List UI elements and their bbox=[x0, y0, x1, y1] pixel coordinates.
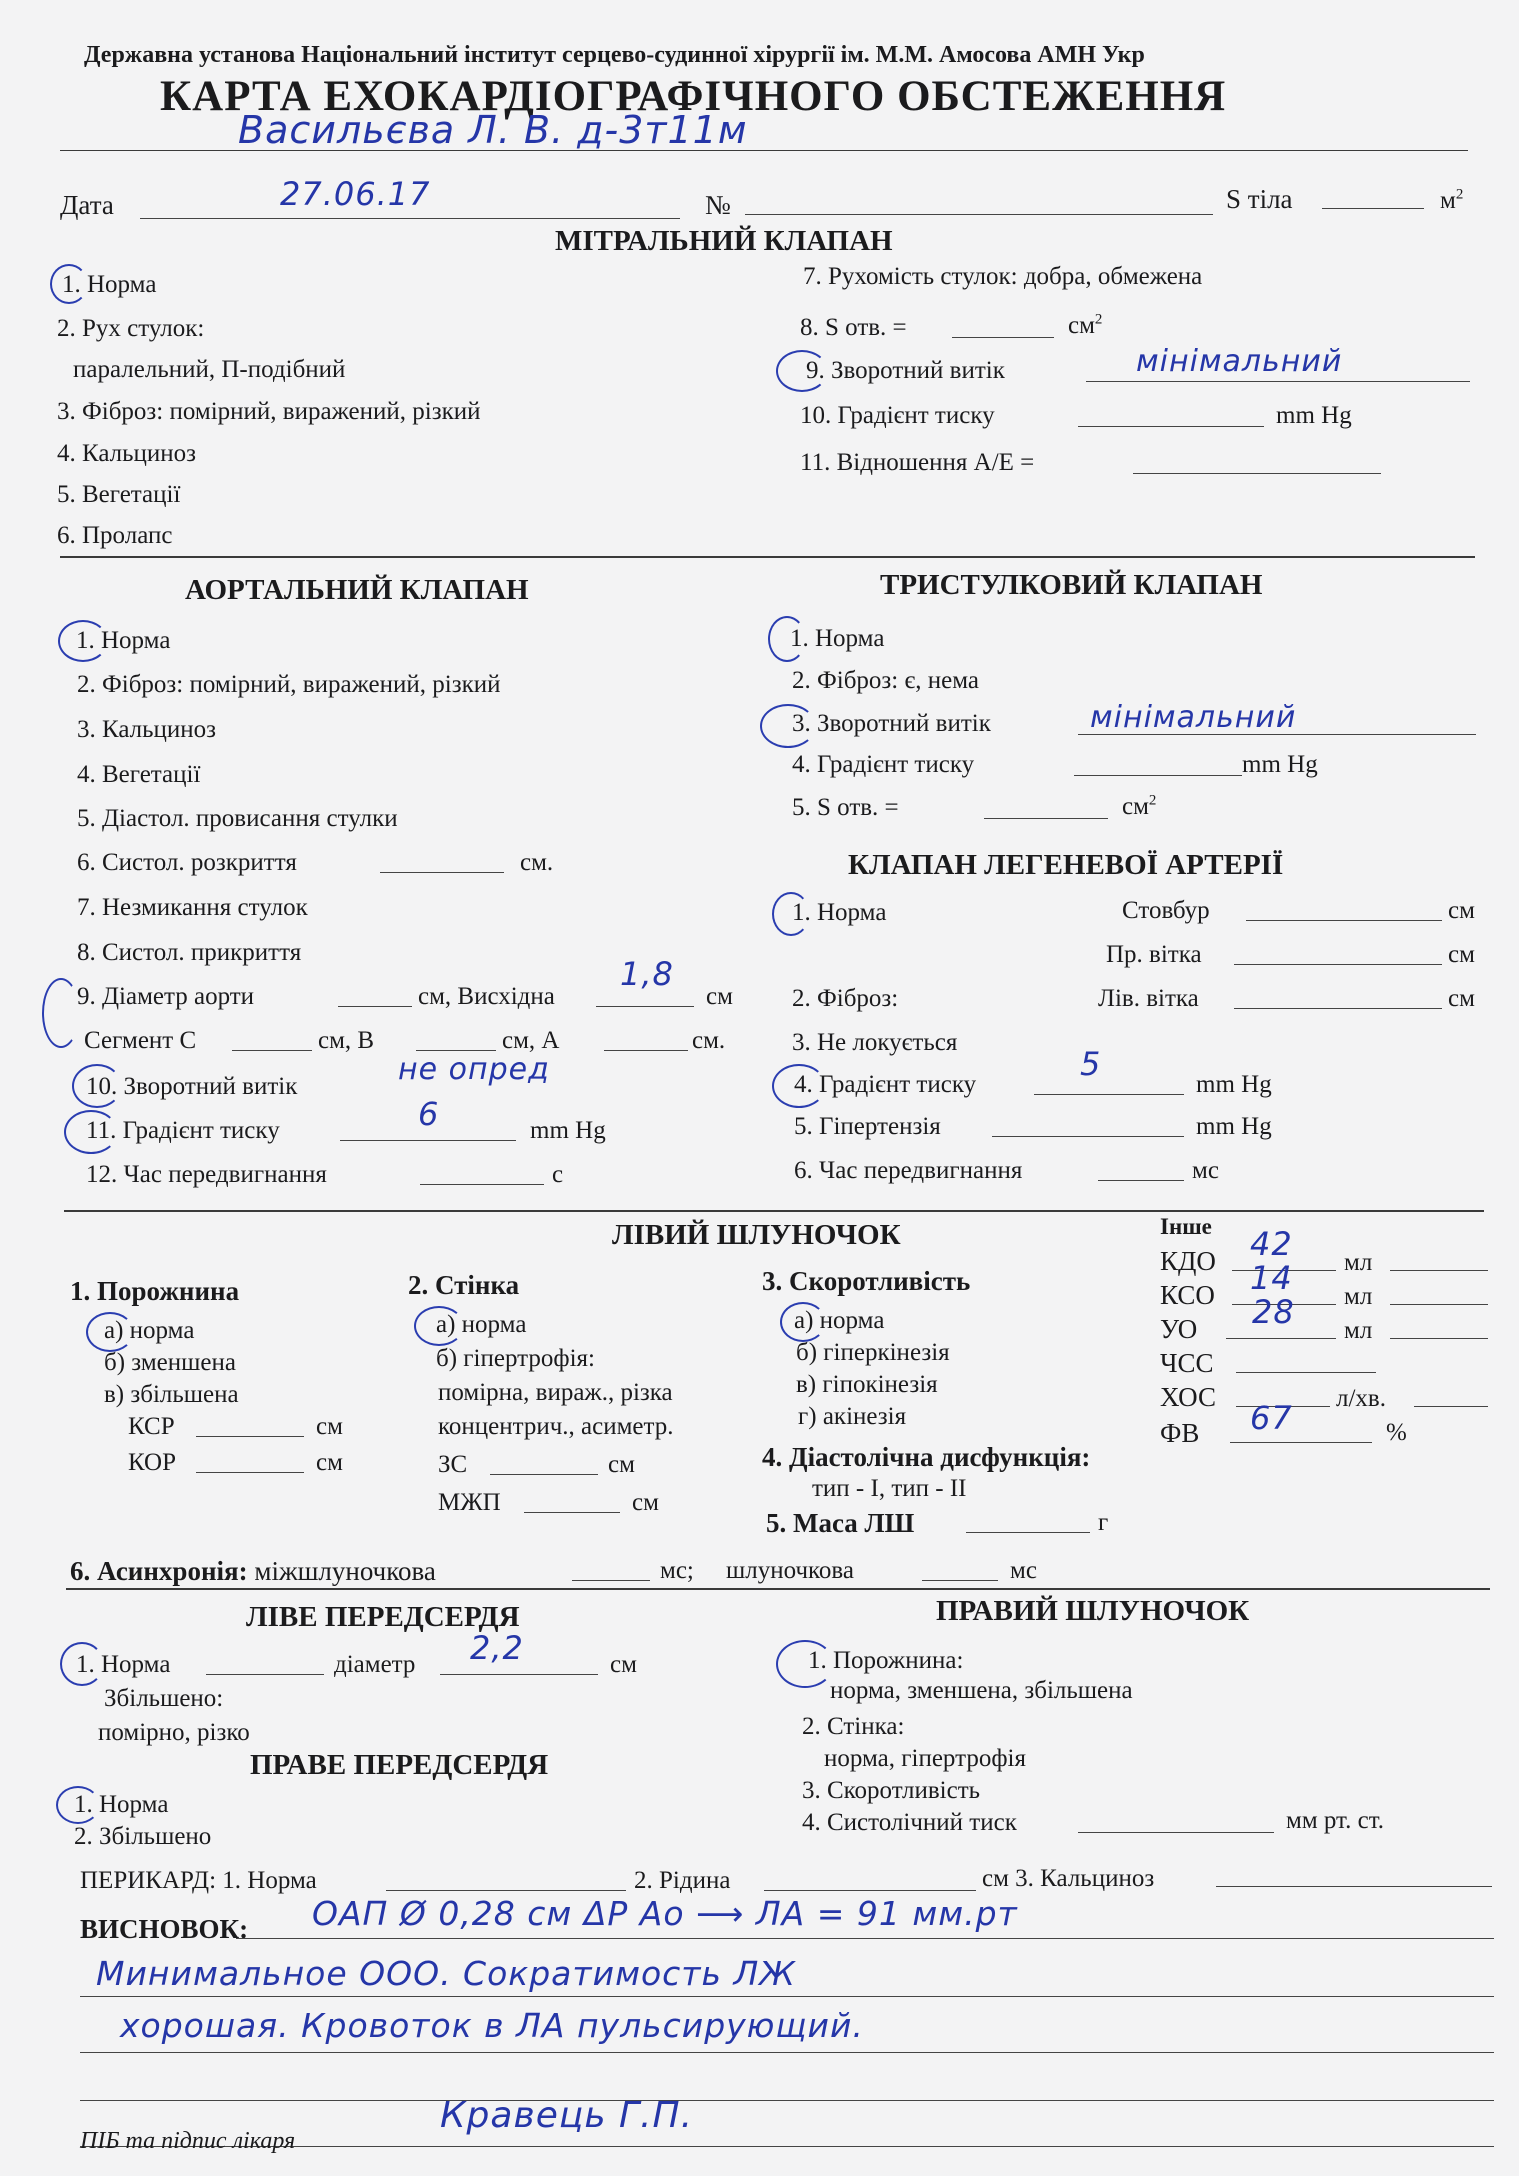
aortic-gradient-value: 6 bbox=[418, 1095, 440, 1133]
selection-circle bbox=[772, 1064, 826, 1108]
aortic-item-2: 2. Фіброз: помірний, виражений, різкий bbox=[77, 671, 501, 698]
mitral-item-9: 9. Зворотний витік bbox=[806, 357, 1005, 384]
pericardium-unit: см 3. Кальциноз bbox=[982, 1865, 1155, 1892]
lv-mzhp-unit: см bbox=[632, 1489, 659, 1516]
la-normal-field[interactable] bbox=[206, 1674, 324, 1675]
aortic-item-7: 7. Незмикання стулок bbox=[77, 894, 308, 921]
segment-unit: см. bbox=[692, 1027, 726, 1054]
pulmonary-gradient-value: 5 bbox=[1080, 1045, 1102, 1083]
lv-mass-label: 5. Маса ЛШ bbox=[766, 1508, 915, 1538]
lv-cavity-c: в) збільшена bbox=[104, 1381, 239, 1408]
mitral-item-11: 11. Відношення А/Е = bbox=[800, 449, 1035, 476]
tricuspid-item-2: 2. Фіброз: є, нема bbox=[792, 667, 979, 694]
la-diameter-unit: см bbox=[610, 1651, 637, 1678]
tricuspid-item-4: 4. Градієнт тиску bbox=[792, 751, 975, 778]
patient-name: Васильєва Л. В. д-3т11м bbox=[238, 108, 748, 152]
selection-circle bbox=[42, 978, 80, 1048]
conclusion-line-2[interactable] bbox=[80, 1996, 1494, 1997]
pulmonary-left-field[interactable] bbox=[1234, 1008, 1442, 1009]
conclusion-line-1[interactable] bbox=[236, 1938, 1494, 1939]
tricuspid-area-unit: $см^2$ bbox=[1122, 792, 1157, 820]
date-field[interactable] bbox=[140, 218, 680, 219]
institution-name: Державна установа Національний інститут серцево-судинної хірургії ім. М.М. Амосова АМН Укр bbox=[84, 42, 1145, 68]
aortic-opening-unit: см. bbox=[520, 849, 554, 876]
pulmonary-item-4: 4. Градієнт тиску bbox=[794, 1071, 977, 1098]
lv-diastolic: 4. Діастолічна дисфункція: bbox=[762, 1442, 1091, 1472]
pericardium-fluid-label: 2. Рідина bbox=[634, 1867, 731, 1894]
selection-circle bbox=[60, 1642, 104, 1686]
mitral-item-7: 7. Рухомість стулок: добра, обмежена bbox=[803, 263, 1203, 290]
lv-ksr-label: КСР bbox=[128, 1413, 175, 1440]
ascending-aorta-unit: см bbox=[706, 983, 733, 1010]
la-title: ЛІВЕ ПЕРЕДСЕРДЯ bbox=[246, 1601, 520, 1633]
aortic-item-11: 11. Градієнт тиску bbox=[86, 1117, 280, 1144]
lv-ksr-field[interactable] bbox=[196, 1436, 304, 1437]
ra-item-2: 2. Збільшено bbox=[74, 1823, 212, 1850]
pericardium-fluid-field[interactable] bbox=[764, 1890, 976, 1891]
tricuspid-item-1: 1. Норма bbox=[790, 625, 885, 652]
tricuspid-item-5: 5. S отв. = bbox=[792, 794, 899, 821]
rv-item-2: 2. Стінка: bbox=[802, 1713, 905, 1740]
mitral-regurg-field[interactable] bbox=[1086, 381, 1470, 382]
lv-contractility-d: г) акінезія bbox=[798, 1403, 907, 1430]
mitral-item-5: 5. Вегетації bbox=[57, 481, 181, 508]
lv-uo-label: УО bbox=[1160, 1314, 1198, 1344]
lv-other-label: Інше bbox=[1160, 1214, 1212, 1239]
la-diameter-value: 2,2 bbox=[470, 1629, 524, 1667]
mitral-ae-field[interactable] bbox=[1133, 473, 1381, 474]
segment-a-field[interactable] bbox=[604, 1050, 688, 1051]
pericardium-calcinosis-field[interactable] bbox=[1216, 1886, 1492, 1887]
selection-circle bbox=[86, 1312, 134, 1352]
lv-fv-value: 67 bbox=[1250, 1399, 1293, 1437]
lv-chss-field[interactable] bbox=[1236, 1372, 1376, 1373]
aortic-diameter-field[interactable] bbox=[338, 1006, 412, 1007]
selection-circle bbox=[414, 1306, 464, 1346]
lv-uo-value: 28 bbox=[1252, 1293, 1295, 1331]
rv-item-1: 1. Порожнина: bbox=[808, 1647, 964, 1674]
lv-mass-field[interactable] bbox=[966, 1532, 1090, 1533]
rv-item-3: 3. Скоротливість bbox=[802, 1777, 981, 1804]
conclusion-label: ВИСНОВОК: bbox=[80, 1914, 249, 1944]
ra-title: ПРАВЕ ПЕРЕДСЕРДЯ bbox=[250, 1749, 549, 1781]
lv-zs-label: ЗС bbox=[438, 1451, 468, 1478]
segment-c-label: Сегмент С bbox=[84, 1027, 197, 1054]
aortic-title: АОРТАЛЬНИЙ КЛАПАН bbox=[185, 574, 529, 606]
rv-item-4: 4. Систолічний тиск bbox=[802, 1809, 1017, 1836]
pulmonary-right-unit: см bbox=[1448, 941, 1475, 968]
mitral-item-10: 10. Градієнт тиску bbox=[800, 402, 995, 429]
lv-asynchrony: 6. Асинхронія: міжшлуночкова bbox=[70, 1556, 436, 1586]
lv-ksr-unit: см bbox=[316, 1413, 343, 1440]
pulmonary-left-unit: см bbox=[1448, 985, 1475, 1012]
lv-kso-unit: мл bbox=[1344, 1283, 1373, 1310]
pericardium-label: ПЕРИКАРД: 1. Норма bbox=[80, 1867, 317, 1894]
lv-chss-label: ЧСС bbox=[1160, 1348, 1214, 1378]
lv-uo-extra-field[interactable] bbox=[1390, 1338, 1488, 1339]
body-surface-field[interactable] bbox=[1322, 208, 1424, 209]
aortic-item-10: 10. Зворотний витік bbox=[86, 1073, 298, 1100]
mitral-regurg-value: мінімальний bbox=[1136, 344, 1343, 379]
selection-circle bbox=[760, 704, 816, 748]
la-item-2-options: помірно, різко bbox=[98, 1719, 250, 1746]
pulmonary-hypertension-unit: mm Hg bbox=[1196, 1113, 1272, 1140]
pulmonary-trunk-unit: см bbox=[1448, 897, 1475, 924]
aortic-item-3: 3. Кальциноз bbox=[77, 716, 217, 743]
lv-cavity: 1. Порожнина bbox=[70, 1276, 240, 1306]
conclusion-line-4[interactable] bbox=[80, 2100, 1494, 2101]
lv-fv-label: ФВ bbox=[1160, 1418, 1200, 1448]
ascending-aorta-field[interactable] bbox=[596, 1006, 694, 1007]
mitral-gradient-field[interactable] bbox=[1078, 426, 1264, 427]
aortic-item-9: 9. Діаметр аорти bbox=[77, 983, 255, 1010]
lv-cavity-a: а) норма bbox=[104, 1317, 195, 1344]
tricuspid-gradient-field[interactable] bbox=[1074, 775, 1242, 776]
doctor-signature-label: ПІБ та підпис лікаря bbox=[80, 2128, 296, 2154]
lv-khos-extra-field[interactable] bbox=[1414, 1406, 1488, 1407]
aortic-item-6: 6. Систол. розкриття bbox=[77, 849, 297, 876]
pulmonary-item-5: 5. Гіпертензія bbox=[794, 1113, 941, 1140]
lv-khos-label: ХОС bbox=[1160, 1382, 1216, 1412]
mitral-gradient-unit: mm Hg bbox=[1276, 402, 1352, 429]
aortic-item-12: 12. Час передвигнання bbox=[86, 1161, 327, 1188]
lv-diastolic-types: тип - І, тип - ІІ bbox=[812, 1475, 967, 1502]
ra-item-1: 1. Норма bbox=[74, 1791, 169, 1818]
conclusion-text-2: Минимальное ООО. Сократимость ЛЖ bbox=[96, 1954, 796, 1993]
form-title: КАРТА ЕХОКАРДІОГРАФІЧНОГО ОБСТЕЖЕННЯ bbox=[160, 73, 1227, 120]
lv-uo-field[interactable] bbox=[1226, 1338, 1336, 1339]
segment-b-field[interactable] bbox=[416, 1050, 496, 1051]
rv-pressure-field[interactable] bbox=[1078, 1832, 1274, 1833]
mitral-item-8: 8. S отв. = bbox=[800, 314, 907, 341]
selection-circle bbox=[780, 1302, 826, 1342]
lv-contractility-c: в) гіпокінезія bbox=[796, 1371, 938, 1398]
mitral-area-field[interactable] bbox=[952, 337, 1054, 338]
lv-interventricular-field[interactable] bbox=[572, 1580, 650, 1581]
lv-kdo-extra-field[interactable] bbox=[1390, 1270, 1488, 1271]
lv-mzhp-field[interactable] bbox=[524, 1512, 620, 1513]
aortic-gradient-field[interactable] bbox=[340, 1140, 516, 1141]
date-label: Дата bbox=[60, 190, 114, 220]
aortic-ejection-field[interactable] bbox=[420, 1184, 544, 1185]
aortic-opening-field[interactable] bbox=[380, 872, 504, 873]
ascending-aorta-value: 1,8 bbox=[620, 955, 674, 993]
lv-kdo-value: 42 bbox=[1250, 1225, 1293, 1263]
pulmonary-gradient-field[interactable] bbox=[1034, 1094, 1184, 1095]
rv-item-1-options: норма, зменшена, збільшена bbox=[830, 1677, 1133, 1704]
lv-uo-unit: мл bbox=[1344, 1317, 1373, 1344]
lv-zs-field[interactable] bbox=[490, 1474, 598, 1475]
selection-circle bbox=[50, 264, 88, 304]
lv-wall-d: концентрич., асиметр. bbox=[438, 1413, 674, 1440]
lv-intraventricular-field[interactable] bbox=[922, 1580, 998, 1581]
lv-intraventricular-unit: мс bbox=[1010, 1557, 1037, 1584]
aortic-item-8: 8. Систол. прикриття bbox=[77, 939, 302, 966]
patient-line bbox=[60, 150, 1468, 151]
lv-kor-unit: см bbox=[316, 1449, 343, 1476]
la-diameter-field[interactable] bbox=[440, 1674, 598, 1675]
mitral-area-unit: $см^2$ bbox=[1068, 311, 1103, 339]
mitral-item-2: 2. Рух стулок: bbox=[57, 315, 205, 342]
la-item-2: Збільшено: bbox=[104, 1685, 224, 1712]
body-surface-label: S тіла bbox=[1226, 184, 1293, 214]
conclusion-line-3[interactable] bbox=[80, 2052, 1494, 2053]
mitral-title: МІТРАЛЬНИЙ КЛАПАН bbox=[555, 225, 893, 257]
aortic-ejection-unit: с bbox=[552, 1161, 564, 1188]
selection-circle bbox=[768, 616, 806, 662]
pulmonary-right-field[interactable] bbox=[1234, 964, 1442, 965]
pulmonary-gradient-unit: mm Hg bbox=[1196, 1071, 1272, 1098]
la-diameter-label: діаметр bbox=[334, 1651, 416, 1678]
mitral-item-1: 1. Норма bbox=[62, 271, 157, 298]
aortic-gradient-unit: mm Hg bbox=[530, 1117, 606, 1144]
lv-khos-unit: л/хв. bbox=[1336, 1385, 1386, 1412]
rv-item-2-options: норма, гіпертрофія bbox=[824, 1745, 1026, 1772]
aortic-item-4: 4. Вегетації bbox=[77, 761, 201, 788]
aortic-diameter-unit: см, Висхідна bbox=[418, 983, 555, 1010]
lv-fv-field[interactable] bbox=[1230, 1442, 1372, 1443]
pulmonary-item-3: 3. Не локується bbox=[792, 1029, 958, 1056]
lv-zs-unit: см bbox=[608, 1451, 635, 1478]
aortic-regurg-value: не опред bbox=[398, 1052, 550, 1087]
pulmonary-title: КЛАПАН ЛЕГЕНЕВОЇ АРТЕРІЇ bbox=[848, 849, 1284, 881]
lv-interventricular-unit: мс; bbox=[660, 1557, 694, 1584]
selection-circle bbox=[776, 350, 828, 392]
selection-circle bbox=[772, 892, 810, 936]
pulmonary-hypertension-field[interactable] bbox=[992, 1136, 1184, 1137]
selection-circle bbox=[776, 1640, 834, 1688]
lv-fv-unit: % bbox=[1386, 1419, 1407, 1446]
lv-kor-field[interactable] bbox=[196, 1472, 304, 1473]
date-value: 27.06.17 bbox=[280, 175, 431, 213]
lv-kdo-unit: мл bbox=[1344, 1249, 1373, 1276]
selection-circle bbox=[72, 1064, 122, 1108]
lv-wall-b: б) гіпертрофія: bbox=[436, 1345, 595, 1372]
lv-contractility-b: б) гіперкінезія bbox=[796, 1339, 950, 1366]
mitral-item-2-options: паралельний, П-подібний bbox=[73, 356, 346, 383]
pulmonary-trunk-field[interactable] bbox=[1246, 920, 1442, 921]
mitral-item-6: 6. Пролапс bbox=[57, 522, 173, 549]
number-label: № bbox=[705, 190, 731, 220]
lv-kor-label: КОР bbox=[128, 1449, 177, 1476]
lv-wall-a: а) норма bbox=[436, 1311, 527, 1338]
lv-wall-c: помірна, вираж., різка bbox=[438, 1379, 673, 1406]
mitral-item-4: 4. Кальциноз bbox=[57, 440, 197, 467]
divider bbox=[64, 1210, 1484, 1212]
lv-title: ЛІВИЙ ШЛУНОЧОК bbox=[612, 1219, 901, 1251]
pulmonary-ejection-unit: мс bbox=[1192, 1157, 1219, 1184]
tricuspid-title: ТРИСТУЛКОВИЙ КЛАПАН bbox=[880, 569, 1263, 601]
lv-contractility-a: а) норма bbox=[794, 1307, 885, 1334]
pulmonary-ejection-field[interactable] bbox=[1098, 1180, 1184, 1181]
lv-mass-unit: г bbox=[1098, 1509, 1109, 1536]
tricuspid-area-field[interactable] bbox=[984, 818, 1108, 819]
selection-circle bbox=[56, 1786, 100, 1824]
lv-contractility: 3. Скоротливість bbox=[762, 1266, 971, 1296]
selection-circle bbox=[64, 1110, 118, 1154]
lv-kso-extra-field[interactable] bbox=[1390, 1304, 1488, 1305]
number-field[interactable] bbox=[745, 214, 1213, 215]
pulmonary-item-6: 6. Час передвигнання bbox=[794, 1157, 1023, 1184]
selection-circle bbox=[58, 620, 108, 662]
segment-b-label: см, В bbox=[318, 1027, 375, 1054]
doctor-signature: Кравець Г.П. bbox=[440, 2095, 694, 2136]
pulmonary-item-1: 1. Норма bbox=[792, 899, 887, 926]
rv-pressure-unit: мм рт. ст. bbox=[1286, 1807, 1384, 1834]
lv-mzhp-label: МЖП bbox=[438, 1489, 501, 1516]
lv-kso-label: КСО bbox=[1160, 1280, 1215, 1310]
pericardium-normal-field[interactable] bbox=[386, 1890, 626, 1891]
lv-cavity-b: б) зменшена bbox=[104, 1349, 236, 1376]
body-surface-unit: $м^2$ bbox=[1440, 186, 1464, 214]
pulmonary-item-2: 2. Фіброз: bbox=[792, 985, 899, 1012]
tricuspid-gradient-unit: mm Hg bbox=[1242, 751, 1318, 778]
tricuspid-regurg-value: мінімальний bbox=[1090, 700, 1297, 735]
segment-a-label: см, А bbox=[502, 1027, 560, 1054]
la-item-1: 1. Норма bbox=[76, 1651, 171, 1678]
tricuspid-item-3: 3. Зворотний витік bbox=[792, 710, 991, 737]
pulmonary-left-label: Лів. вітка bbox=[1098, 985, 1199, 1012]
divider bbox=[60, 556, 1475, 558]
segment-c-field[interactable] bbox=[232, 1050, 312, 1051]
mitral-item-3: 3. Фіброз: помірний, виражений, різкий bbox=[57, 398, 481, 425]
aortic-item-5: 5. Діастол. провисання стулки bbox=[77, 805, 398, 832]
divider bbox=[66, 1588, 1490, 1590]
conclusion-text-3: хорошая. Кровоток в ЛА пульсирующий. bbox=[120, 2006, 864, 2045]
rv-title: ПРАВИЙ ШЛУНОЧОК bbox=[936, 1595, 1250, 1627]
pulmonary-trunk-label: Стовбур bbox=[1122, 897, 1210, 924]
lv-intraventricular-label: шлуночкова bbox=[726, 1557, 854, 1584]
conclusion-text-1: ОАП Ø 0,28 см ΔР Ао ⟶ ЛА = 91 мм.рт bbox=[312, 1894, 1018, 1933]
pulmonary-right-label: Пр. вітка bbox=[1106, 941, 1202, 968]
lv-kso-value: 14 bbox=[1250, 1259, 1293, 1297]
aortic-item-1: 1. Норма bbox=[76, 627, 171, 654]
lv-kdo-label: КДО bbox=[1160, 1246, 1216, 1276]
lv-wall: 2. Стінка bbox=[408, 1270, 520, 1300]
